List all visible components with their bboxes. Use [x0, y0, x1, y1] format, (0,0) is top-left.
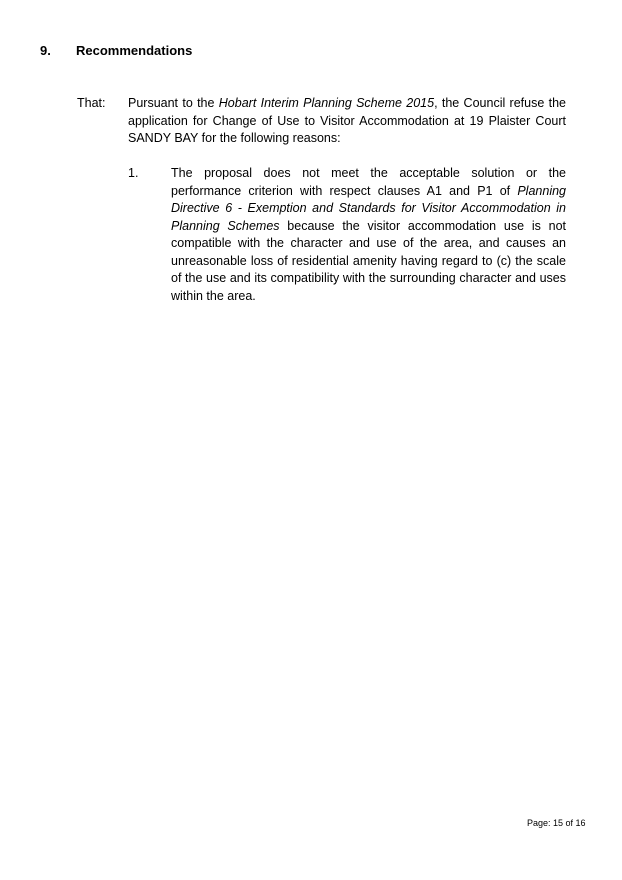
reason-text-before: The proposal does not meet the acceptable solution or the performance criterion with respect clauses A1 and P1 of — [171, 166, 566, 198]
reason-text — [171, 165, 566, 305]
section-number: 9. — [40, 43, 51, 58]
planning-directive-name: Planning Directive 6 - Exemption and Standards for Visitor Accommodation in Planning Schemes — [171, 183, 566, 233]
reason-item — [128, 165, 566, 305]
recommendation-text-before: Pursuant to the — [128, 96, 219, 110]
section-heading — [40, 42, 192, 59]
recommendation-label: That: — [77, 96, 106, 110]
reason-text-after: because the visitor accommodation use is not compatible with the character and use of the area, and causes an unreasonable loss of residential amenity having regard to (c) the scale of the use and its compatibility with the surrounding character and uses within the area. — [171, 218, 566, 303]
recommendation-text-after: , the Council refuse the application for Change of Use to Visitor Accommodation at 19 Plaister Court SANDY BAY for the following reasons: — [128, 96, 566, 145]
planning-scheme-name: Hobart Interim Planning Scheme 2015 — [218, 96, 435, 110]
reason-number: 1. — [128, 166, 139, 180]
page-number: Page: 15 of 16 — [527, 818, 586, 828]
section-title: Recommendations — [76, 43, 193, 58]
recommendation-text — [128, 95, 566, 148]
